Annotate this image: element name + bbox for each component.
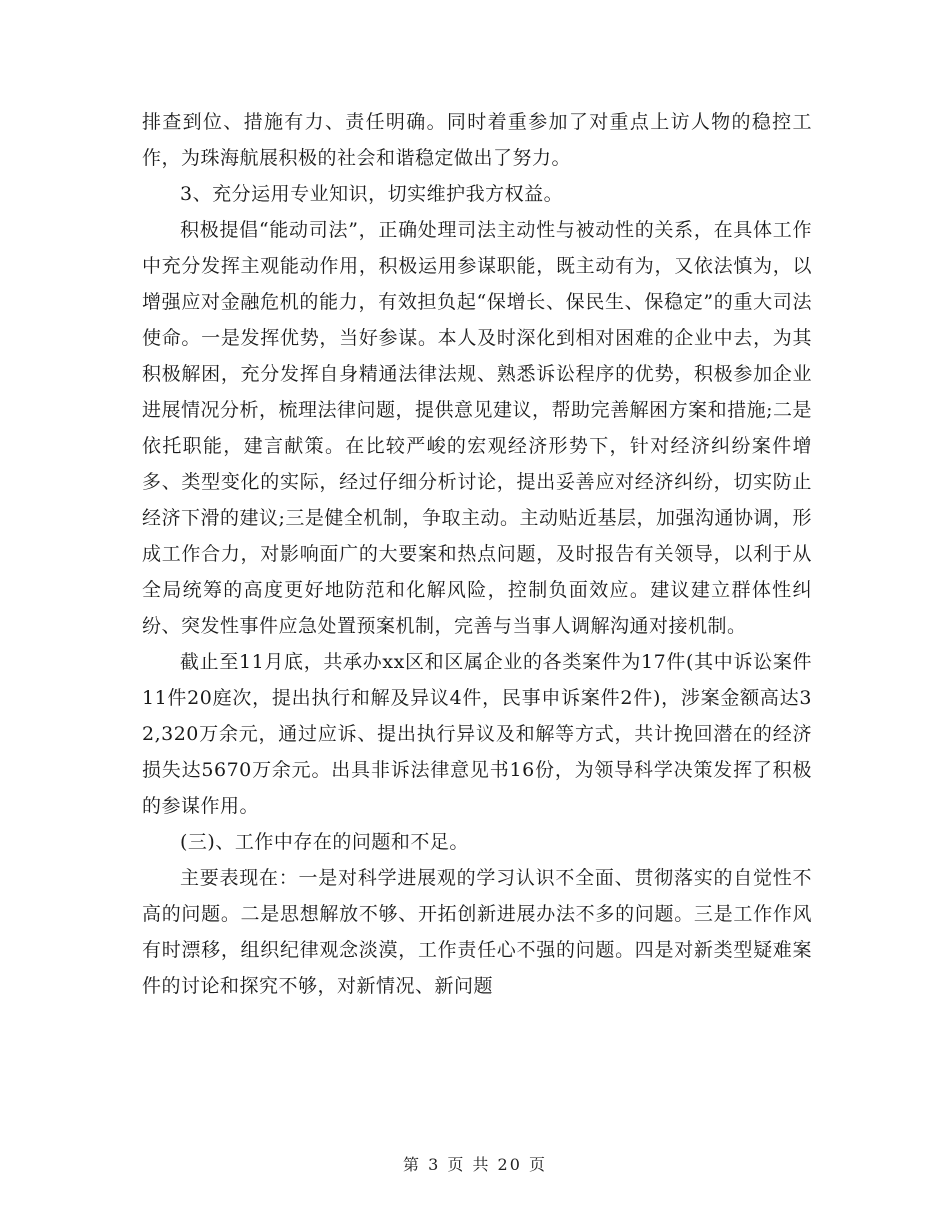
paragraph-3: 积极提倡“能动司法”，正确处理司法主动性与被动性的关系，在具体工作中充分发挥主观能动作用，积极运用参谋职能，既主动有为，又依法慎为，以增强应对金融危机的能力，有效担负起“保增长、保民生、保稳定”的重大司法使命。一是发挥优势，当好参谋。本人及时深化到相对困难的企业中去，为其积极解困，充分发挥自身精通法律法规、熟悉诉讼程序的优势，积极参加企业进展情况分析，梳理法律问题，提供意见建议，帮助完善解困方案和措施;二是依托职能，建言献策。在比较严峻的宏观经济形势下，针对经济纠纷案件增多、类型变化的实际，经过仔细分析讨论，提出妥善应对经济纠纷，切实防止经济下滑的建议;三是健全机制，争取主动。主动贴近基层，加强沟通协调，形成工作合力，对影响面广的大要案和热点问题，及时报告有关领导，以利于从全局统筹的高度更好地防范和化解风险，控制负面效应。建议建立群体性纠纷、突发性事件应急处置预案机制，完善与当事人调解沟通对接机制。	[142, 219, 812, 637]
paragraph-5-heading: (三)、工作中存在的问题和不足。	[180, 831, 469, 853]
paragraph-1: 排查到位、措施有力、责任明确。同时着重参加了对重点上访人物的稳控工作，为珠海航展积极的社会和谐稳定做出了努力。	[142, 111, 812, 169]
document-body	[142, 104, 812, 1004]
paragraph-2-heading: 3、充分运用专业知识，切实维护我方权益。	[180, 183, 564, 205]
page-number-footer: 第 3 页 共 20 页	[403, 1155, 547, 1174]
paragraph-4: 截止至11月底，共承办xx区和区属企业的各类案件为17件(其中诉讼案件11件20庭次，提出执行和解及异议4件，民事申诉案件2件)，涉案金额高达32,320万余元，通过应诉、提出执行异议及和解等方式，共计挽回潜在的经济损失达5670万余元。出具非诉法律意见书16份，为领导科学决策发挥了积极的参谋作用。	[142, 651, 812, 817]
paragraph-6: 主要表现在：一是对科学进展观的学习认识不全面、贯彻落实的自觉性不高的问题。二是思想解放不够、开拓创新进展办法不多的问题。三是工作作风有时漂移，组织纪律观念淡漠，工作责任心不强的问题。四是对新类型疑难案件的讨论和探究不够，对新情况、新问题	[142, 867, 812, 997]
